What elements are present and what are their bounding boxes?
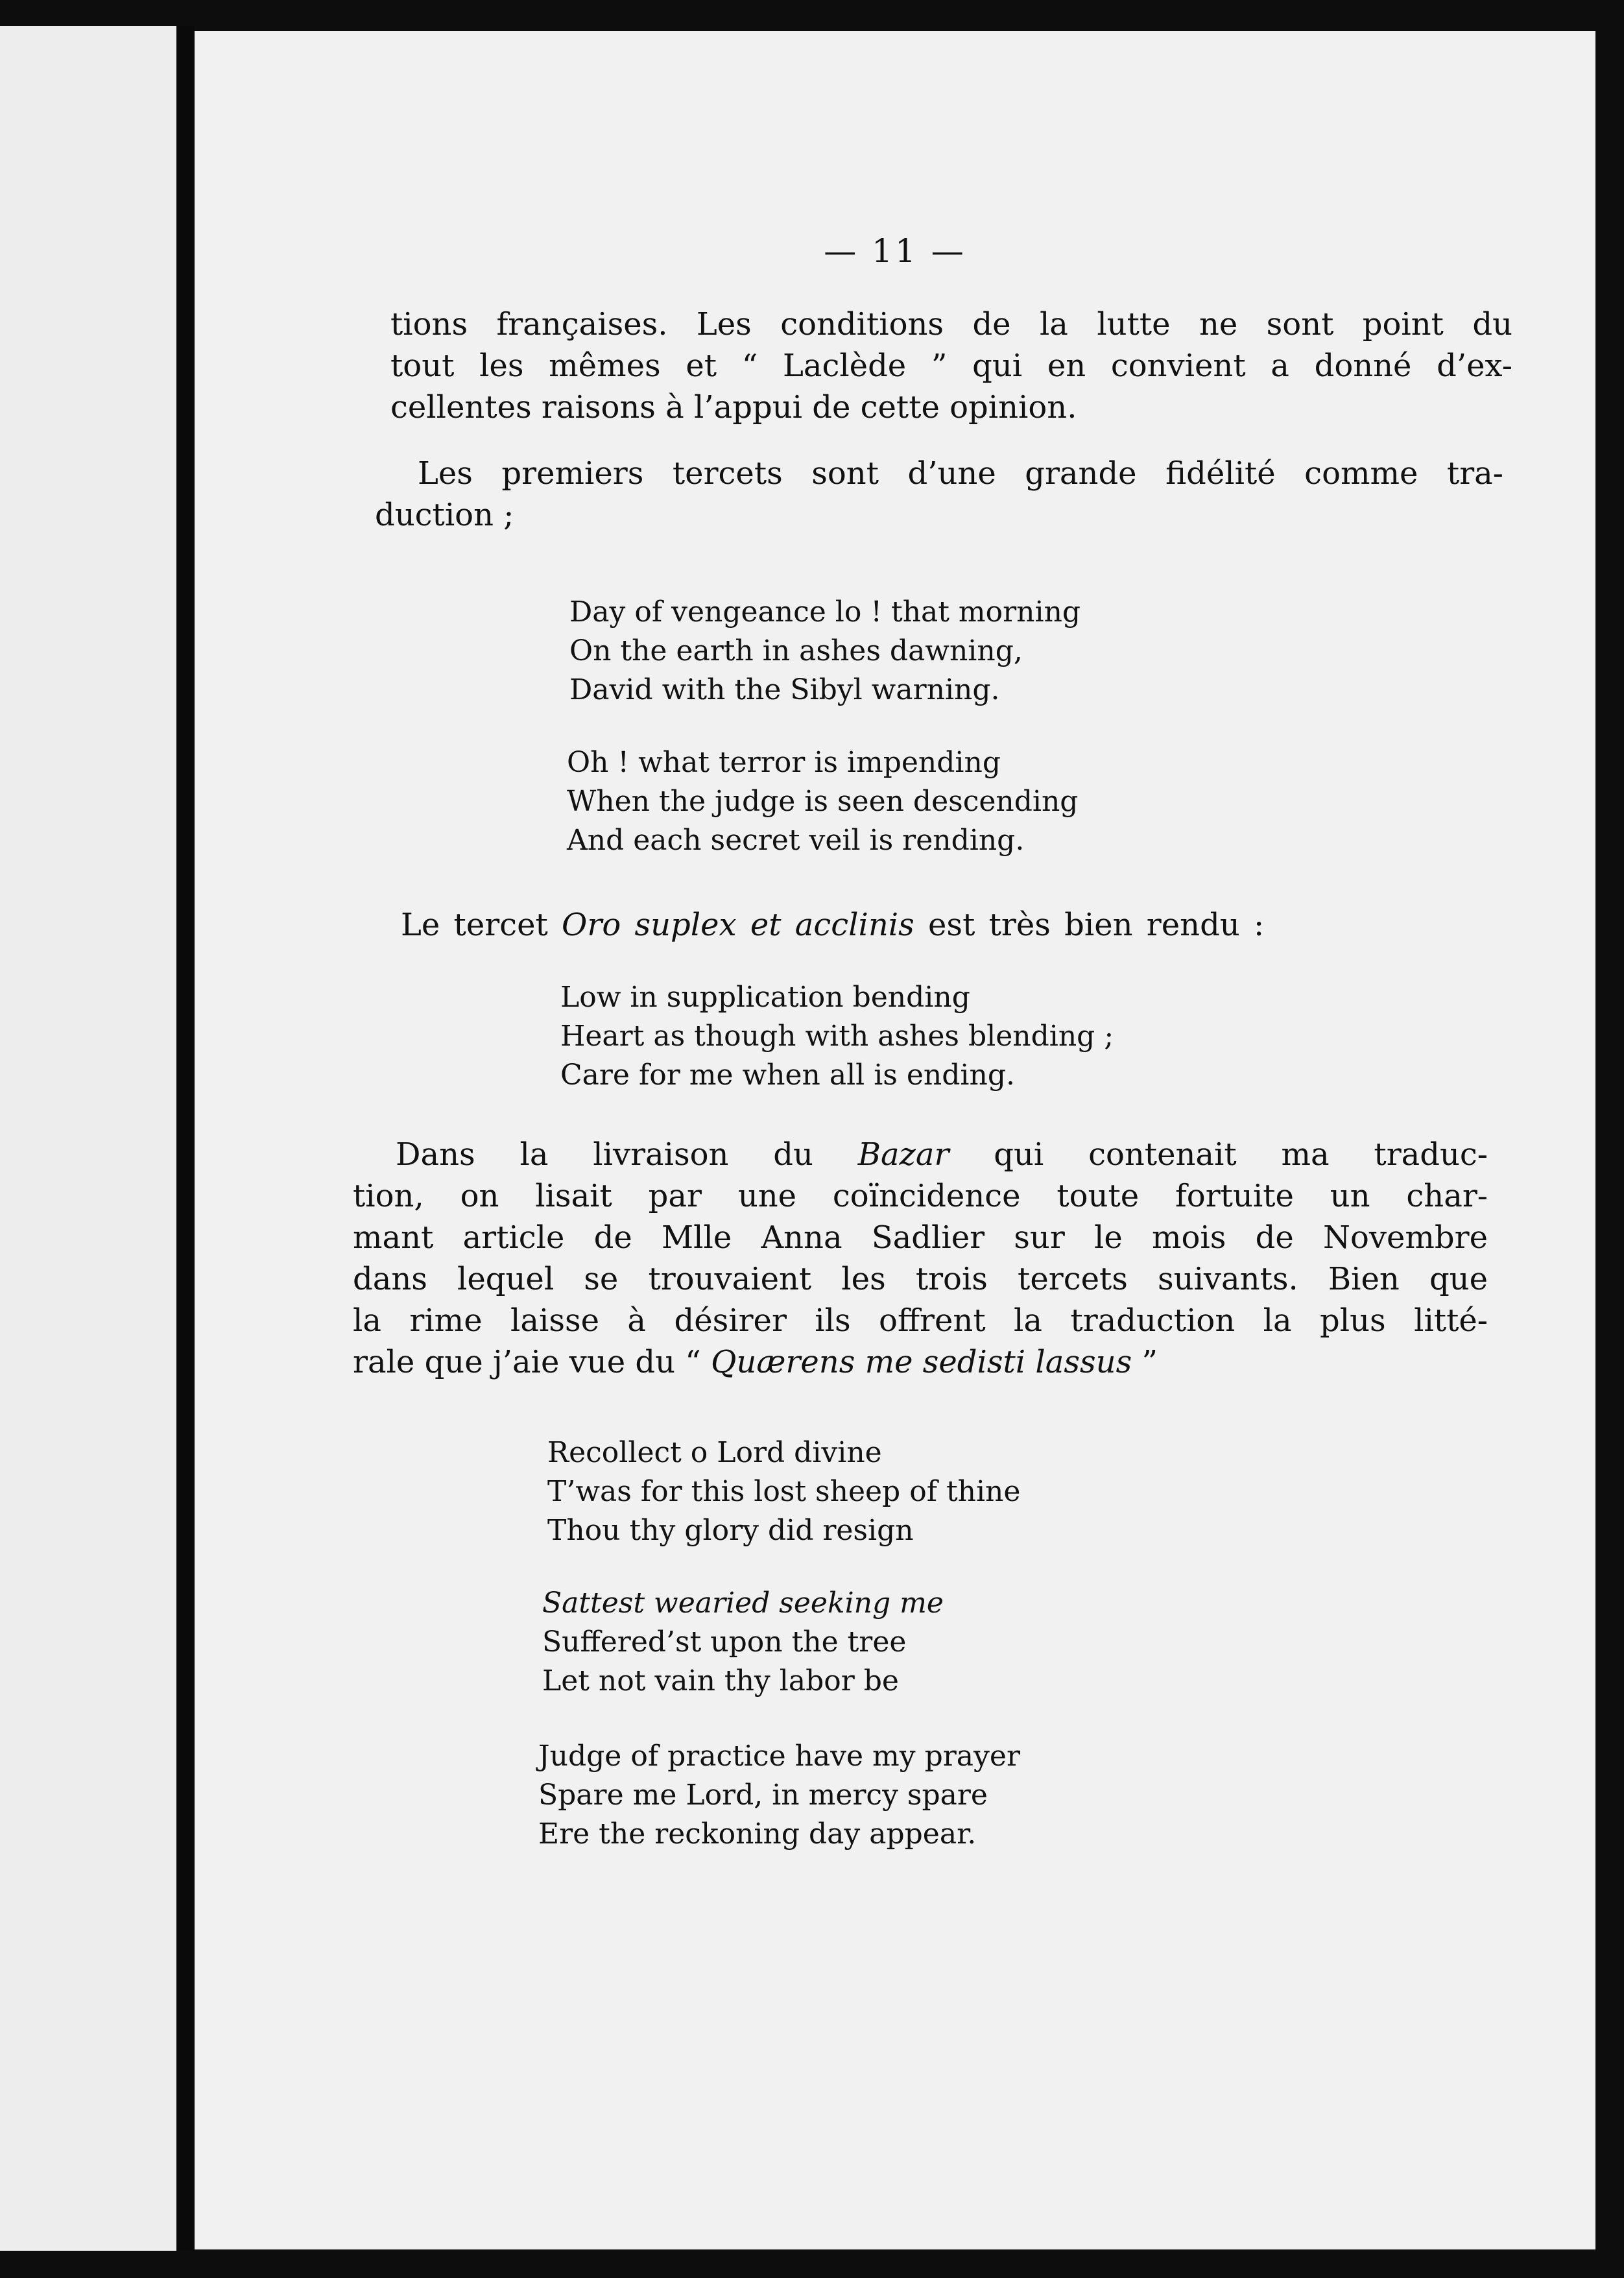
- text-line: [401, 904, 1503, 946]
- latin-quote-italic: Quærens me sedisti lassus: [711, 1344, 1132, 1380]
- verse-line: David with the Sibyl warning.: [569, 673, 1000, 706]
- paragraph-premiers-tercets: [375, 453, 1503, 536]
- verse-line: Let not vain thy labor be: [542, 1664, 899, 1697]
- book-page: [195, 31, 1595, 2249]
- text-line: tions françaises. Les conditions de la lutte ne sont point du: [390, 306, 1512, 342]
- text-run: Le tercet: [401, 907, 562, 943]
- left-page-edge: [0, 26, 176, 2251]
- verse-line: Heart as though with ashes blending ;: [560, 1020, 1114, 1053]
- text-line: la rime laisse à désirer ils offrent la traduction la plus litté-: [353, 1302, 1488, 1339]
- verse-stanza-2: [567, 743, 1078, 860]
- verse-line: Judge of practice have my prayer: [538, 1740, 1020, 1773]
- verse-stanza-3: [560, 978, 1114, 1095]
- text-line: dans lequel se trouvaient les trois tercets suivants. Bien que: [353, 1261, 1488, 1297]
- text-line: duction ;: [375, 497, 514, 533]
- verse-line: Low in supplication bending: [560, 981, 970, 1014]
- verse-line: Ere the reckoning day appear.: [538, 1817, 977, 1851]
- verse-line: On the earth in ashes dawning,: [569, 634, 1023, 667]
- text-line: tion, on lisait par une coïncidence toute fortuite un char-: [353, 1178, 1488, 1214]
- paragraph-bazar: [353, 1134, 1488, 1383]
- book-gutter: [176, 26, 195, 2251]
- text-run: ”: [1132, 1344, 1158, 1380]
- text-line: Les premiers tercets sont d’une grande fidélité comme tra-: [418, 455, 1503, 492]
- text-line: [353, 1341, 1488, 1383]
- verse-line: Suffered’st upon the tree: [542, 1625, 907, 1659]
- text-line: mant article de Mlle Anna Sadlier sur le mois de Novembre: [353, 1219, 1488, 1256]
- text-line: [353, 1134, 1488, 1175]
- text-run: qui contenait ma traduc-: [949, 1136, 1488, 1173]
- verse-line: Care for me when all is ending.: [560, 1059, 1015, 1092]
- text-line: cellentes raisons à l’appui de cette opinion.: [390, 389, 1077, 426]
- verse-stanza-5: [542, 1584, 944, 1701]
- verse-stanza-1: [569, 593, 1081, 710]
- text-run: est très bien rendu :: [914, 907, 1265, 943]
- verse-line: Thou thy glory did resign: [547, 1514, 914, 1547]
- scanner-border: [1595, 0, 1624, 2278]
- paragraph-continuation: [390, 304, 1512, 428]
- verse-line: And each secret veil is rending.: [567, 824, 1025, 857]
- verse-line: Recollect o Lord divine: [547, 1436, 882, 1469]
- text-run: rale que j’aie vue du “: [353, 1344, 711, 1380]
- periodical-title-italic: Bazar: [857, 1136, 949, 1173]
- verse-line-italic: Sattest wearied seeking me: [542, 1587, 944, 1620]
- paragraph-oro-suplex: [401, 904, 1503, 946]
- verse-stanza-6: [538, 1737, 1020, 1854]
- verse-line: When the judge is seen descending: [567, 785, 1079, 818]
- page-number: — 11 —: [824, 232, 966, 270]
- verse-line: Day of vengeance lo ! that morning: [569, 595, 1081, 629]
- verse-line: Spare me Lord, in mercy spare: [538, 1779, 988, 1812]
- verse-line: Oh ! what terror is impending: [567, 746, 1001, 779]
- text-line: tout les mêmes et “ Laclède ” qui en convient a donné d’ex-: [390, 348, 1512, 384]
- latin-title-italic: Oro suplex et acclinis: [562, 907, 914, 943]
- text-run: Dans la livraison du: [396, 1136, 858, 1173]
- verse-stanza-4: [547, 1433, 1020, 1550]
- verse-line: T’was for this lost sheep of thine: [547, 1475, 1021, 1508]
